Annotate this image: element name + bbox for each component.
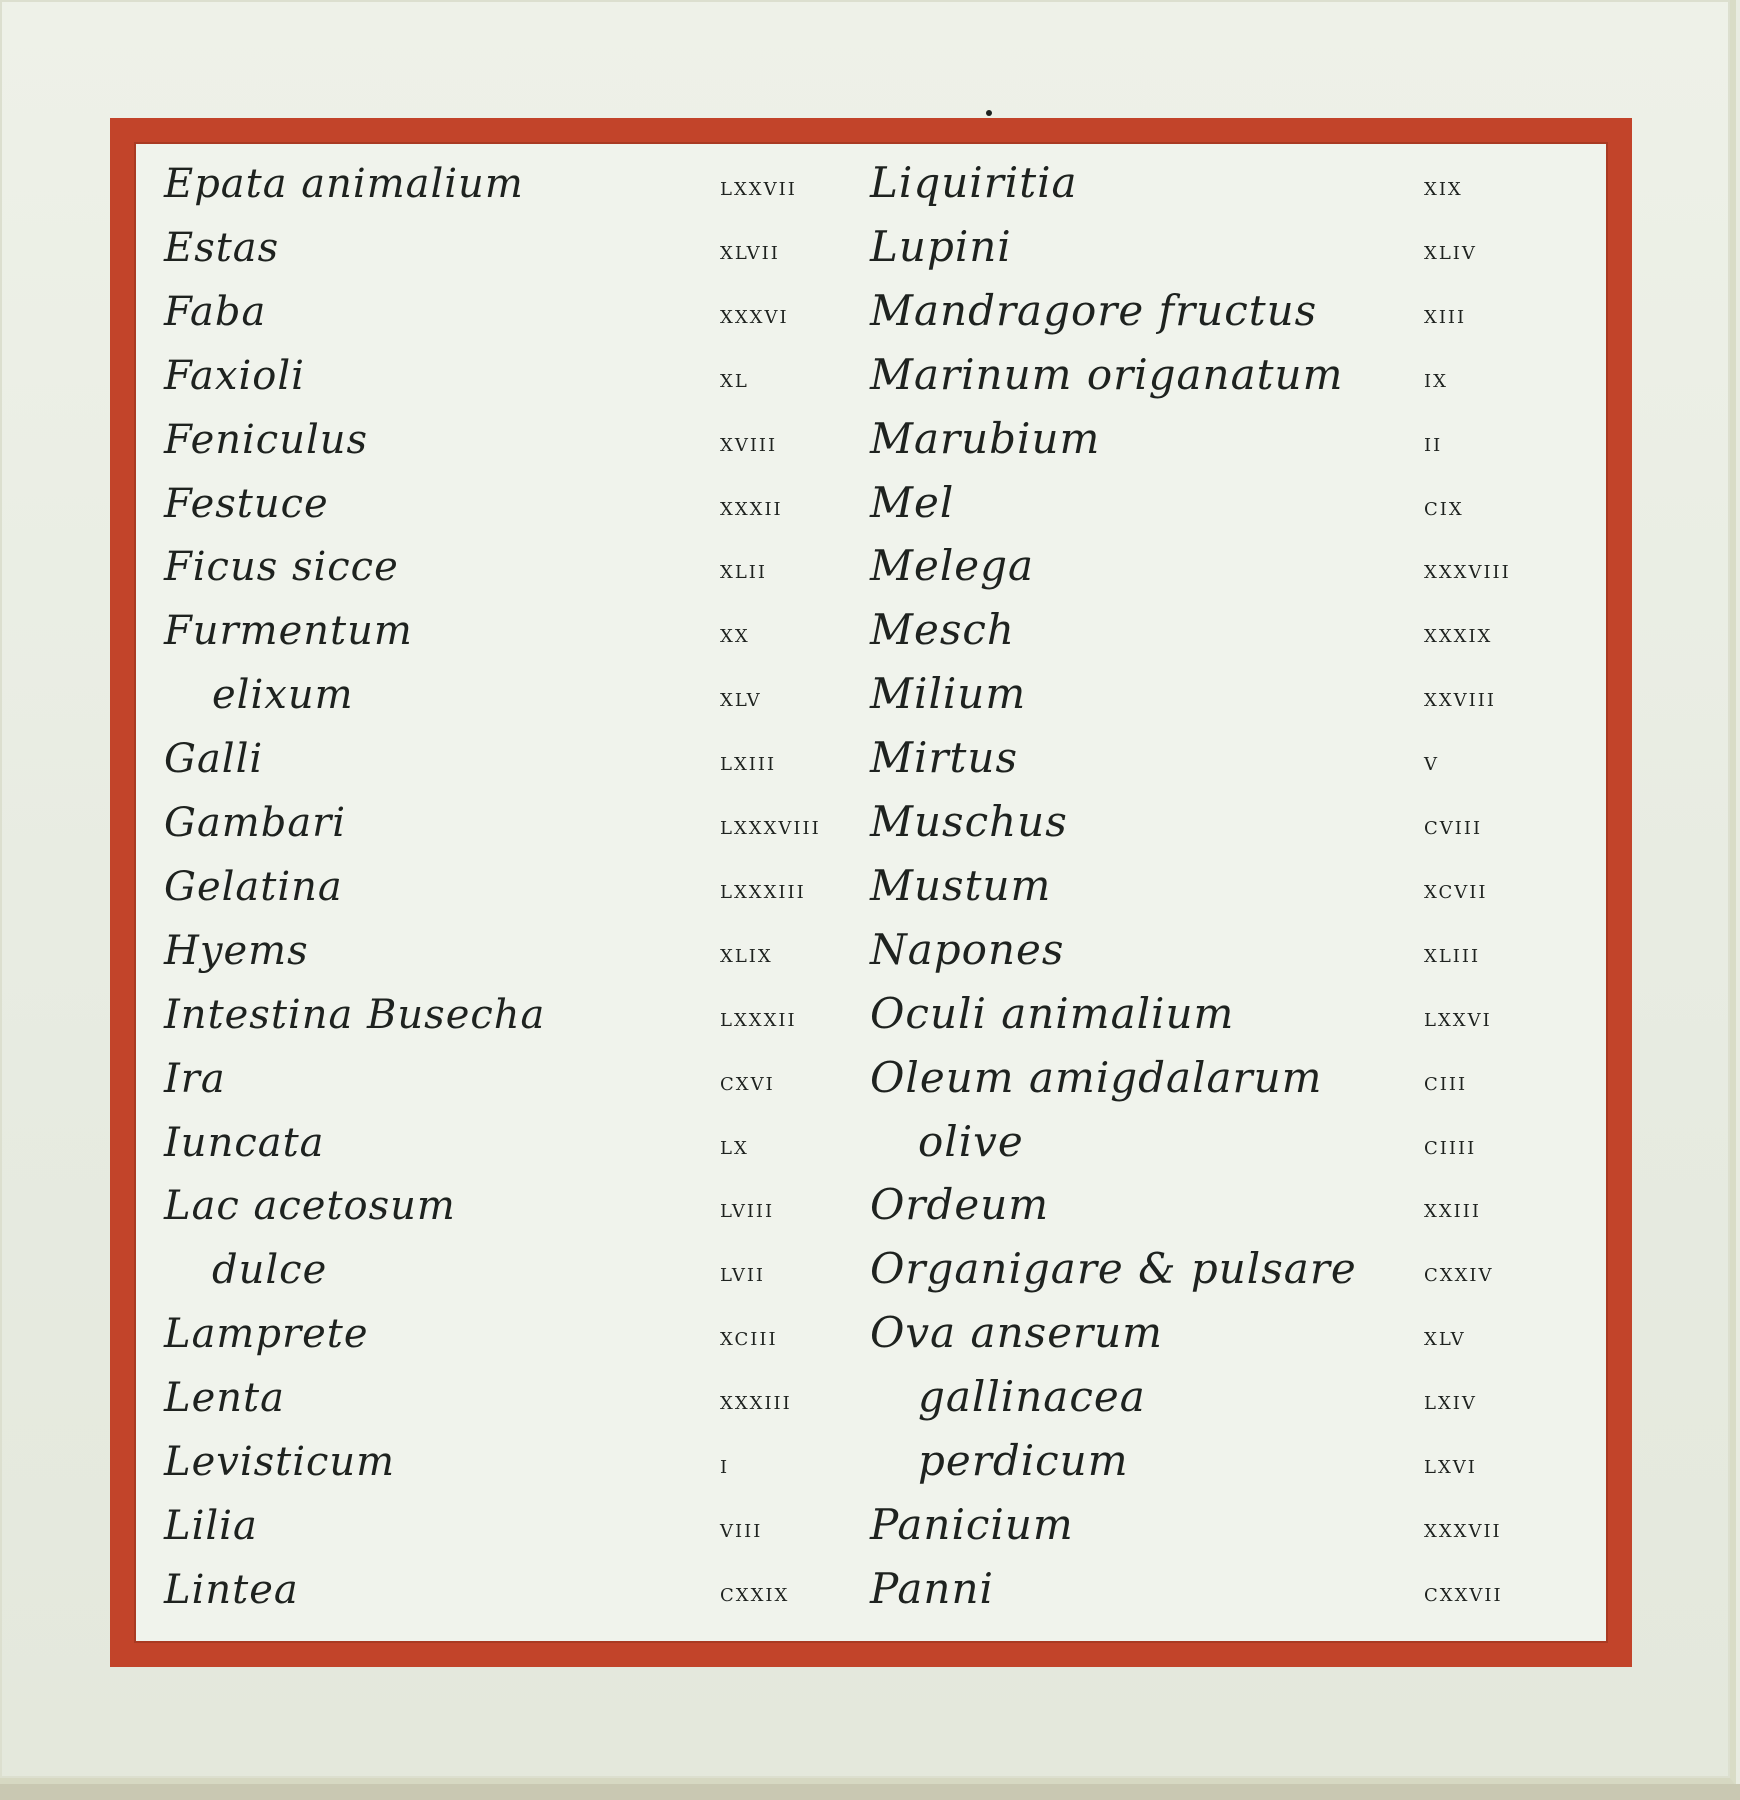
left-chapter-number: i [720,1450,730,1480]
left-term: Gelatina [164,863,343,910]
right-term: Mel [870,477,955,527]
left-term: Lintea [164,1566,299,1613]
left-term: Ira [164,1055,226,1102]
left-chapter-number: xxxiii [720,1386,792,1417]
left-chapter-number: xviii [720,427,778,458]
index-row [134,667,1608,727]
index-row [134,603,1608,663]
left-chapter-number: xciii [720,1322,778,1353]
index-row [134,156,1608,216]
right-chapter-number: xxxvii [1424,1513,1502,1544]
left-term: dulce [212,1247,328,1294]
mount-edge [0,1784,1740,1800]
right-chapter-number: cix [1424,491,1464,522]
left-chapter-number: lvii [720,1258,766,1289]
right-chapter-number: cxxvii [1424,1577,1503,1608]
right-chapter-number: ciii [1424,1066,1468,1097]
index-row [134,987,1608,1047]
index-row [134,795,1608,855]
left-chapter-number: xlix [720,938,773,969]
right-chapter-number: lxxvi [1424,1002,1492,1033]
left-chapter-number: lxxxii [720,1002,797,1033]
right-chapter-number: xxiii [1424,1194,1481,1225]
left-term: Levisticum [164,1439,396,1485]
left-term: Lac acetosum [164,1183,456,1230]
right-term: Ordeum [870,1180,1050,1230]
left-chapter-number: lxxvii [720,172,797,202]
right-chapter-number: ii [1424,427,1443,458]
right-term: Mustum [870,860,1052,910]
index-row [134,1370,1608,1430]
index-row [134,539,1608,599]
right-chapter-number: v [1424,747,1439,778]
left-chapter-number: xx [720,619,750,650]
index-row [134,923,1608,983]
right-chapter-number: xlv [1424,1322,1466,1353]
left-term: Galli [164,736,264,783]
left-term: Feniculus [164,416,369,463]
right-term: Oculi animalium [870,988,1235,1038]
index-row [134,412,1608,472]
left-term: elixum [212,672,354,719]
right-chapter-number: lxvi [1424,1450,1477,1480]
left-term: Estas [164,224,280,271]
right-term: gallinacea [918,1372,1146,1422]
index-frame [110,118,1632,1667]
left-term: Faxioli [164,352,305,399]
left-chapter-number: lxiii [720,747,777,778]
right-term: Oleum amigdalarum [870,1052,1323,1102]
right-term: perdicum [918,1436,1129,1485]
right-chapter-number: xxviii [1424,683,1496,714]
left-term: Lilia [164,1502,258,1549]
left-term: Gambari [164,800,347,846]
left-chapter-number: xlv [720,683,762,714]
left-term: Furmentum [164,608,413,655]
left-chapter-number: lxxxiii [720,874,806,905]
right-chapter-number: xliii [1424,938,1481,969]
right-chapter-number: ix [1424,363,1448,394]
left-term: Iuncata [164,1119,325,1166]
right-term: Liquiritia [870,158,1078,207]
index-row [134,476,1608,536]
left-chapter-number: xxxvi [720,299,789,330]
right-term: Marubium [870,413,1101,463]
right-chapter-number: xxxix [1424,619,1493,650]
index-row [134,1562,1608,1622]
right-term: Mesch [870,605,1015,655]
left-term: Intestina Busecha [164,991,546,1038]
index-row [134,731,1608,791]
index-row [134,1115,1608,1175]
right-term: olive [918,1116,1024,1166]
right-term: Mandragore fructus [870,285,1318,335]
left-chapter-number: xxxii [720,491,783,522]
index-row [134,1051,1608,1111]
left-term: Lamprete [164,1311,369,1358]
index-row [134,1498,1608,1558]
right-chapter-number: lxiv [1424,1386,1477,1417]
left-term: Festuce [164,480,329,527]
right-chapter-number: xxxviii [1424,555,1511,586]
right-term: Muschus [870,797,1068,846]
index-row [134,1242,1608,1302]
index-row [134,1178,1608,1238]
right-chapter-number: cviii [1424,811,1483,841]
index-row [134,1434,1608,1494]
left-term: Hyems [164,927,309,974]
left-term: Epata animalium [164,161,524,207]
left-chapter-number: cxxix [720,1577,790,1608]
left-term: Ficus sicce [164,544,399,591]
right-chapter-number: xix [1424,172,1463,202]
left-term: Lenta [164,1375,285,1422]
index-row [134,348,1608,408]
right-term: Melega [870,541,1035,591]
right-chapter-number: xliv [1424,235,1477,266]
left-chapter-number: xlii [720,555,767,586]
left-chapter-number: lxxxviii [720,811,821,841]
index-row [134,220,1608,280]
left-chapter-number: xl [720,363,749,394]
ink-dot [986,110,992,116]
right-term: Panicium [870,1499,1074,1549]
left-term: Faba [164,288,267,335]
index-row [134,859,1608,919]
right-term: Napones [870,924,1065,974]
right-chapter-number: cxxiv [1424,1258,1494,1289]
right-term: Ova anserum [870,1308,1164,1358]
right-term: Mirtus [870,733,1018,783]
right-chapter-number: xiii [1424,299,1467,330]
right-term: Lupini [870,221,1012,271]
left-chapter-number: lviii [720,1194,775,1225]
left-chapter-number: viii [720,1513,763,1544]
right-chapter-number: ciiii [1424,1130,1477,1161]
index-row [134,1306,1608,1366]
index-row [134,284,1608,344]
left-chapter-number: lx [720,1130,749,1161]
right-chapter-number: xcvii [1424,874,1488,905]
right-term: Organigare & pulsare [870,1244,1357,1294]
right-term: Milium [870,669,1027,719]
left-chapter-number: xlvii [720,235,780,266]
right-term: Panni [870,1563,994,1613]
right-term: Marinum origanatum [870,349,1344,399]
left-chapter-number: cxvi [720,1066,775,1097]
